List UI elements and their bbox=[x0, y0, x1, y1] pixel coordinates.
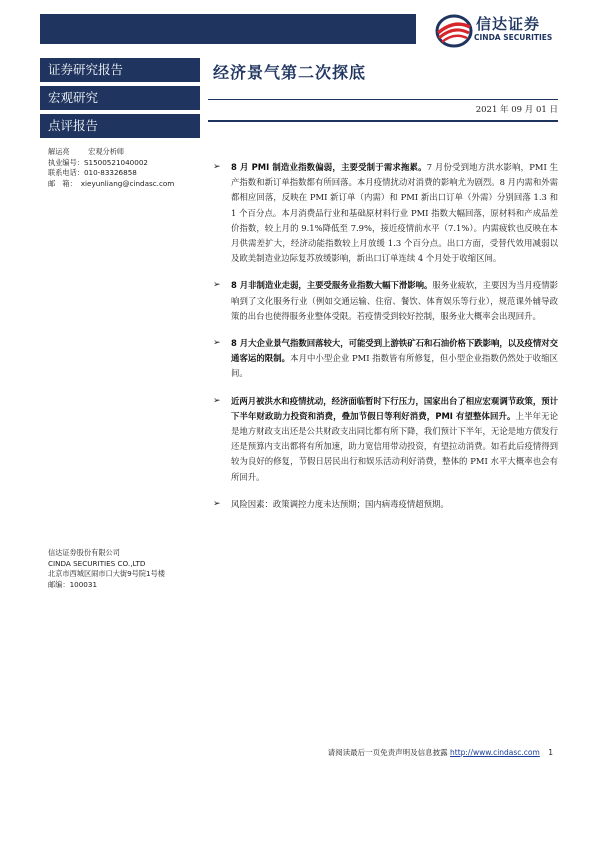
logo-text-cn: 信达证券 bbox=[476, 15, 541, 33]
bullet-text: 7 月份受到地方洪水影响，PMI 生产指数和新订单指数都有所回落。本月疫情扰动对消费的影响尤为剧烈。8 月内需和外需都相应回落，反映在 PMI 新订单（内需）和 PMI 新出口订单（外需）分别回落 1.3 和 1 个百分点。本月消费品行业和基础原材料行业 PMI 指数大幅回落，原材料和产成品差价指数，较上月的 9.1%降低至 7.9%，接近疫情前水平（7.1%）。内需疲软也反映在本月供需差扩大，经济动能指数较上月放缓 1.3 个百分点。出口方面，受替代效用减弱以及欧美制造业边际复苏放缓影响，新出口订单连续 4 个月处于收缩区间。 bbox=[231, 162, 559, 264]
analyst-name: 解运亮 bbox=[48, 147, 70, 156]
list-item bbox=[213, 394, 558, 485]
company-info bbox=[48, 548, 165, 590]
analyst-info bbox=[48, 147, 174, 189]
company-name-en: CINDA SECURITIES CO.,LTD bbox=[48, 558, 146, 568]
company-address: 北京市西城区闹市口大街9号院1号楼 bbox=[48, 569, 165, 578]
bullet-text: 服务业疲软，主要因为当月疫情影响到了文化服务行业（例如交通运输、住宿、餐饮、体育娱乐等行业），规范课外辅导政策的出台也使得服务业整体受限。若疫情受到较好控制，服务业大概率会出现回升。 bbox=[231, 280, 558, 321]
page-number: 1 bbox=[548, 748, 553, 757]
arrow-bullet-icon: ➢ bbox=[213, 395, 221, 406]
license-number: S1500521040002 bbox=[83, 157, 148, 167]
list-item bbox=[213, 497, 558, 512]
arrow-bullet-icon: ➢ bbox=[213, 162, 221, 172]
phone-number: 010-83326858 bbox=[83, 168, 137, 177]
company-zip-row bbox=[48, 580, 165, 591]
company-logo bbox=[434, 11, 584, 51]
bullet-text: 本月中小型企业 PMI 指数皆有所修复，但小型企业指数仍然处于收缩区间。 bbox=[231, 353, 559, 379]
date-divider bbox=[208, 120, 558, 122]
arrow-bullet-icon: ➢ bbox=[213, 338, 221, 349]
report-date: 2021 年 09 月 01 日 bbox=[475, 105, 558, 115]
website-link[interactable]: http://www.cindasc.com bbox=[450, 748, 540, 757]
analyst-title: 宏观分析师 bbox=[88, 147, 125, 156]
phone-label: 联系电话： bbox=[48, 168, 84, 177]
analyst-license-row bbox=[48, 158, 174, 169]
title-divider bbox=[208, 99, 558, 100]
arrow-bullet-icon: ➢ bbox=[213, 280, 221, 291]
disclaimer-notice: 请阅读最后一页免责声明及信息披露 bbox=[327, 748, 448, 757]
page-footer bbox=[328, 747, 553, 758]
logo-text-en: CINDA SECURITIES bbox=[474, 33, 553, 42]
header-banner bbox=[40, 14, 416, 44]
arrow-bullet-icon: ➢ bbox=[213, 498, 221, 509]
page-title: 经济景气第二次探底 bbox=[213, 63, 367, 82]
analyst-name-row bbox=[48, 147, 174, 158]
sidebar bbox=[40, 58, 200, 142]
bullet-heading: 近两月被洪水和疫情扰动，经济面临暂时下行压力，国家出台了相应宏观调节政策，预计下半年财政助力投资和消费，叠加节假日等利好消费，PMI 有望整体回升。 bbox=[231, 395, 558, 421]
email-address[interactable]: xieyunliang@cindasc.com bbox=[80, 178, 175, 188]
zip-code: 100031 bbox=[69, 579, 98, 589]
bullet-heading: 8 月 PMI 制造业指数偏弱，主要受制于需求拖累。 bbox=[231, 162, 427, 172]
logo-mark-icon bbox=[434, 11, 474, 51]
risk-factors-text: 风险因素：政策调控力度未达预期；国内病毒疫情超预期。 bbox=[231, 498, 449, 509]
company-name-cn: 信达证券股份有限公司 bbox=[48, 548, 120, 557]
sidebar-block-report-type: 证券研究报告 bbox=[40, 58, 200, 82]
list-item bbox=[213, 278, 558, 324]
analyst-phone-row bbox=[48, 168, 174, 179]
list-item bbox=[213, 336, 558, 382]
bullet-heading: 8 月非制造业走弱，主要受服务业指数大幅下滑影响。 bbox=[231, 280, 433, 291]
email-label: 邮 箱： bbox=[48, 178, 77, 188]
bullet-heading: 8 月大企业景气指数回落较大，可能受到上游铁矿石和石油价格下跌影响，以及疫情对交通客运的限制。 bbox=[231, 338, 558, 364]
analyst-email-row bbox=[48, 179, 174, 190]
list-item bbox=[213, 160, 558, 266]
license-label: 执业编号： bbox=[48, 157, 84, 167]
zip-label: 邮编： bbox=[48, 579, 70, 589]
sidebar-block-category: 宏观研究 bbox=[40, 86, 200, 110]
bullet-text: 上半年无论是地方财政支出还是公共财政支出同比都有所下降，我们预计下半年，无论是地方债发行还是预算内支出都将有所加速，助力宽信用带动投资，有望拉动消费。如若此后疫情得到较为良好的修复，节假日居民出行和娱乐活动利好消费，整体的 PMI 水平大概率也会有所回升。 bbox=[231, 410, 558, 482]
sidebar-block-report-kind: 点评报告 bbox=[40, 114, 200, 138]
report-body bbox=[213, 160, 558, 512]
